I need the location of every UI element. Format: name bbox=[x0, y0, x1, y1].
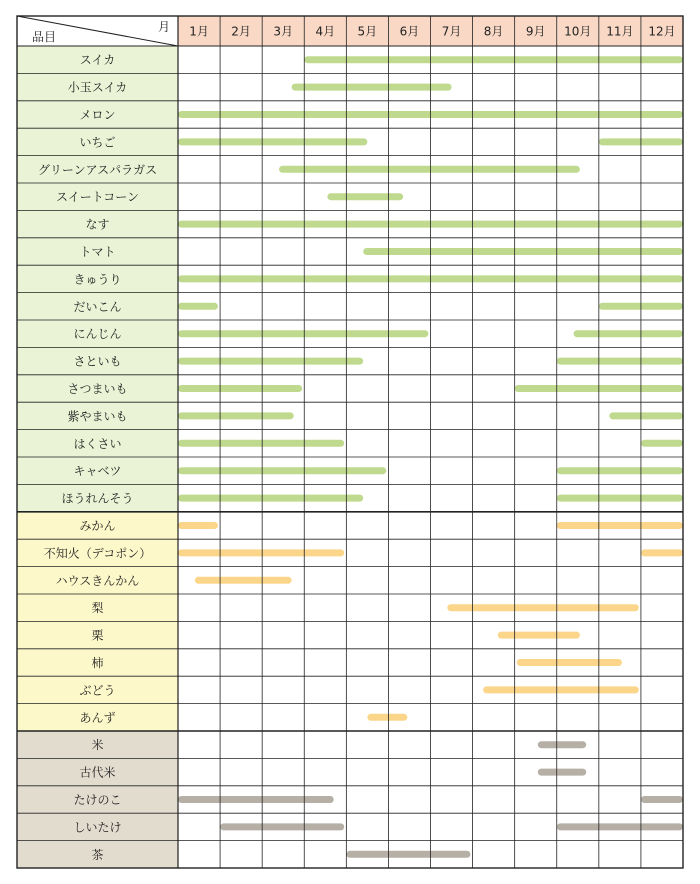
season-bar bbox=[178, 440, 344, 447]
season-bar bbox=[641, 549, 683, 556]
season-bar bbox=[557, 358, 683, 365]
month-label: 7月 bbox=[441, 24, 462, 39]
season-bar bbox=[178, 330, 428, 337]
month-label: 3月 bbox=[273, 24, 294, 39]
season-bar bbox=[363, 248, 683, 255]
item-label: なす bbox=[85, 217, 110, 232]
season-bar bbox=[641, 440, 683, 447]
season-bar bbox=[346, 851, 470, 858]
item-label: 茶 bbox=[91, 847, 104, 862]
item-label: ぶどう bbox=[79, 683, 116, 698]
item-label: にんじん bbox=[73, 327, 122, 342]
season-bar bbox=[498, 632, 580, 639]
item-label: しいたけ bbox=[73, 820, 122, 835]
season-bar bbox=[178, 467, 386, 474]
month-label: 4月 bbox=[315, 24, 336, 39]
item-label: 柿 bbox=[91, 656, 104, 670]
season-bar bbox=[178, 522, 218, 529]
month-axis-label: 月 bbox=[157, 20, 170, 34]
season-bar bbox=[195, 577, 292, 584]
season-bar bbox=[178, 549, 344, 556]
item-label: スイートコーン bbox=[55, 190, 140, 205]
item-label: スイカ bbox=[79, 53, 116, 68]
season-bar bbox=[220, 823, 344, 830]
item-label: あんず bbox=[79, 710, 116, 725]
season-bar bbox=[609, 412, 683, 419]
item-label: さといも bbox=[73, 354, 122, 369]
month-label: 1月 bbox=[189, 24, 209, 39]
item-label: たけのこ bbox=[73, 793, 122, 807]
item-label: メロン bbox=[79, 108, 116, 122]
season-bar bbox=[178, 495, 363, 502]
season-bar bbox=[178, 385, 302, 392]
season-bar bbox=[538, 741, 586, 748]
month-label: 10月 bbox=[564, 24, 592, 39]
item-label: みかん bbox=[79, 519, 116, 533]
month-label: 2月 bbox=[231, 24, 251, 39]
item-label: いちご bbox=[79, 135, 116, 150]
month-label: 8月 bbox=[483, 24, 504, 39]
season-bar bbox=[178, 303, 218, 310]
item-label: ハウスきんかん bbox=[55, 573, 140, 588]
month-label: 12月 bbox=[648, 24, 676, 39]
item-axis-label: 品目 bbox=[32, 30, 57, 44]
item-label: トマト bbox=[79, 245, 116, 259]
season-bar bbox=[483, 686, 639, 693]
item-label: 梨 bbox=[91, 601, 104, 616]
item-label: 栗 bbox=[91, 628, 104, 643]
season-bar bbox=[557, 495, 683, 502]
item-label: キャベツ bbox=[73, 464, 122, 479]
item-label: 不知火（デコポン） bbox=[43, 546, 152, 561]
item-label: 古代米 bbox=[79, 765, 116, 780]
season-bar bbox=[292, 84, 452, 91]
month-label: 9月 bbox=[525, 24, 546, 39]
season-bar bbox=[178, 138, 367, 145]
season-bar bbox=[557, 823, 683, 830]
item-label: グリーンアスパラガス bbox=[37, 162, 158, 177]
season-bar bbox=[304, 56, 683, 63]
season-bar bbox=[557, 522, 683, 529]
item-label: だいこん bbox=[73, 299, 122, 314]
season-bar bbox=[557, 467, 683, 474]
item-label: 小玉スイカ bbox=[67, 80, 128, 95]
season-bar bbox=[178, 358, 363, 365]
item-label: 米 bbox=[91, 738, 104, 753]
item-label: きゅうり bbox=[73, 272, 122, 287]
season-bar bbox=[447, 604, 638, 611]
season-bar bbox=[367, 714, 407, 721]
month-label: 5月 bbox=[357, 24, 378, 39]
item-label: はくさい bbox=[73, 436, 122, 451]
season-bar bbox=[574, 330, 683, 337]
season-bar bbox=[641, 796, 683, 803]
month-label: 6月 bbox=[399, 24, 420, 39]
season-bar bbox=[279, 166, 580, 173]
season-bar bbox=[178, 412, 294, 419]
item-label: 紫やまいも bbox=[67, 409, 128, 424]
item-label: さつまいも bbox=[67, 382, 128, 396]
season-bar bbox=[538, 769, 586, 776]
season-bar bbox=[327, 193, 403, 200]
season-bar bbox=[178, 796, 334, 803]
month-label: 11月 bbox=[606, 24, 634, 39]
item-label: ほうれんそう bbox=[61, 491, 134, 506]
season-bar bbox=[517, 659, 622, 666]
